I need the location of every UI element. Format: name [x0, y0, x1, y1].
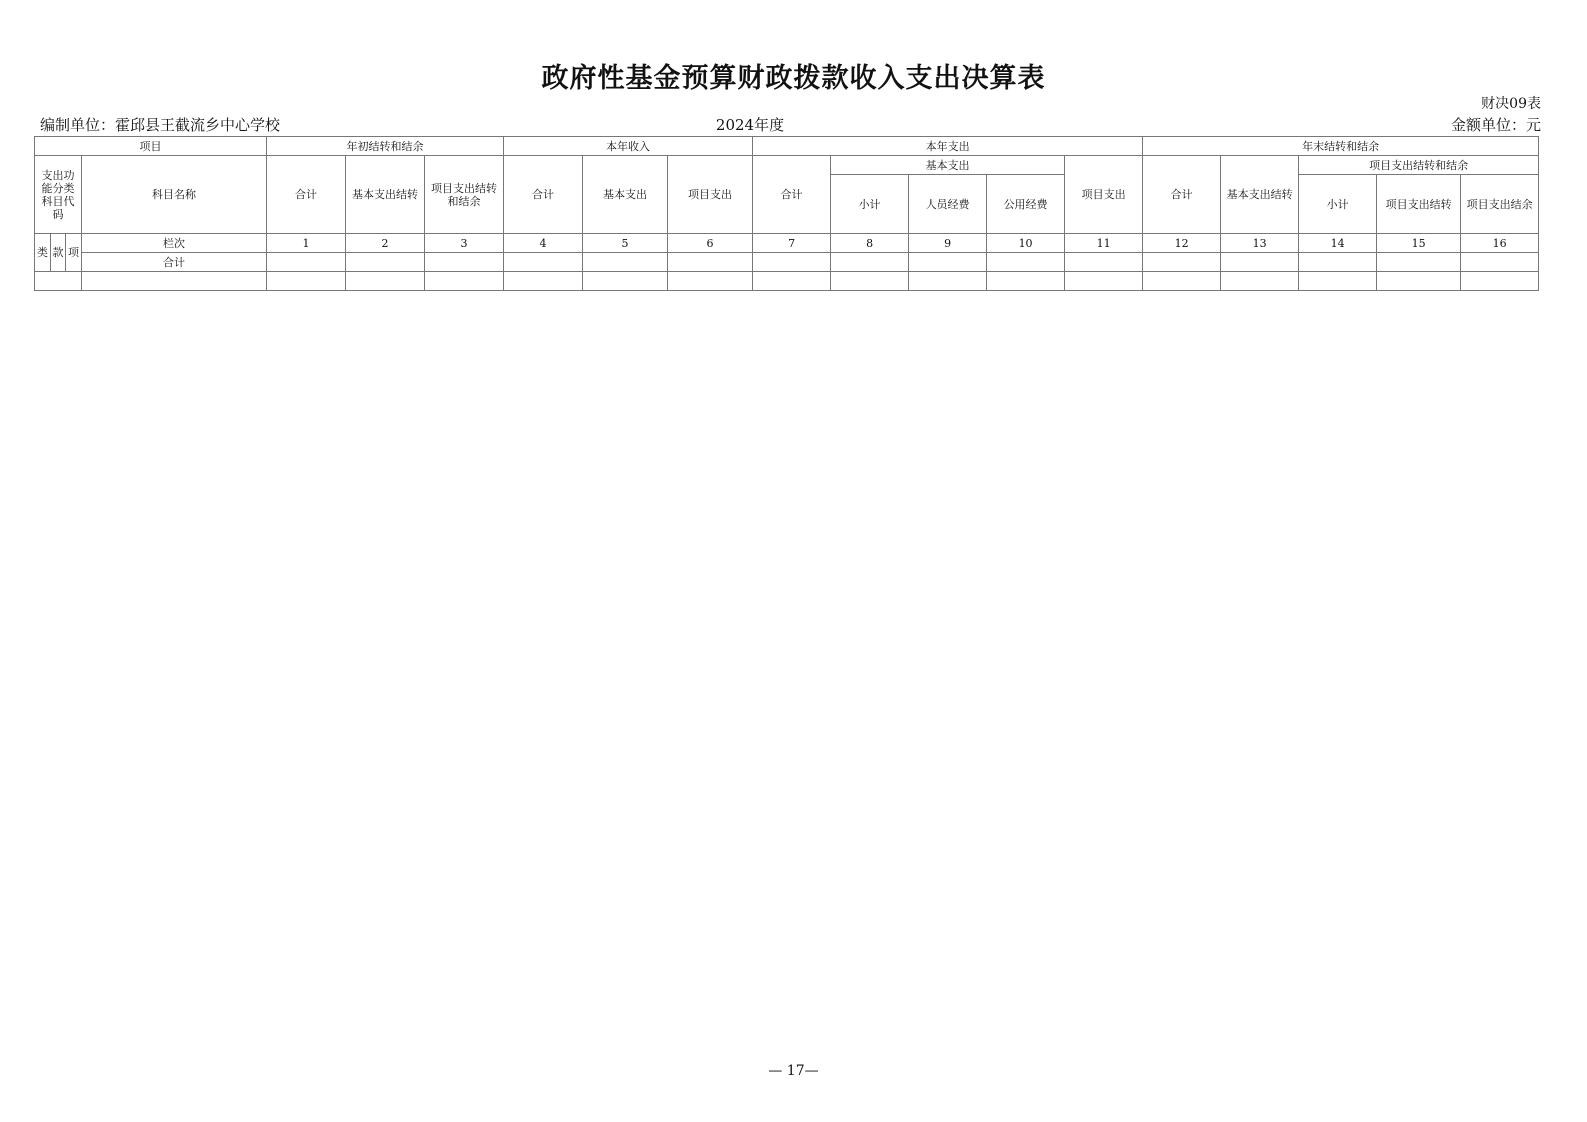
table-cell	[1299, 253, 1377, 272]
col-no: 4	[504, 234, 583, 253]
table-cell	[504, 253, 583, 272]
table-cell	[583, 253, 668, 272]
header-xiang: 项	[66, 234, 82, 272]
table-cell	[987, 253, 1065, 272]
table-cell	[1065, 272, 1143, 291]
col-no: 10	[987, 234, 1065, 253]
column-no-label: 栏次	[82, 234, 267, 253]
header-opening-project-carry-balance: 项目支出结转和结余	[425, 156, 504, 234]
table-cell	[346, 253, 425, 272]
col-no: 3	[425, 234, 504, 253]
col-no: 15	[1377, 234, 1461, 253]
page-number: — 17—	[768, 1063, 819, 1079]
compiling-unit: 编制单位：霍邱县王截流乡中心学校	[40, 116, 281, 134]
col-no: 9	[909, 234, 987, 253]
table-cell	[909, 253, 987, 272]
header-expenditure: 本年支出	[753, 137, 1143, 156]
header-closing-project-balance: 项目支出结余	[1461, 175, 1539, 234]
header-opening-total: 合计	[267, 156, 346, 234]
table-cell	[267, 272, 346, 291]
header-func-code: 支出功能分类科目代码	[35, 156, 82, 234]
table-cell	[504, 272, 583, 291]
header-income-project: 项目支出	[668, 156, 753, 234]
header-closing-total: 合计	[1143, 156, 1221, 234]
table-cell	[1377, 272, 1461, 291]
table-cell	[267, 253, 346, 272]
header-exp-total: 合计	[753, 156, 831, 234]
table-cell	[753, 253, 831, 272]
header-kuan: 款	[51, 234, 66, 272]
header-lei: 类	[35, 234, 51, 272]
col-no: 14	[1299, 234, 1377, 253]
row-total-label: 合计	[82, 253, 267, 272]
header-subject-name: 科目名称	[82, 156, 267, 234]
header-closing-project-carry: 项目支出结转	[1377, 175, 1461, 234]
page-title: 政府性基金预算财政拨款收入支出决算表	[541, 63, 1046, 94]
header-opening-balance: 年初结转和结余	[267, 137, 504, 156]
table-cell	[1461, 253, 1539, 272]
table-cell	[831, 253, 909, 272]
table-cell	[668, 272, 753, 291]
table-cell	[753, 272, 831, 291]
table-cell	[1143, 253, 1221, 272]
table-cell	[668, 253, 753, 272]
header-closing-balance: 年末结转和结余	[1143, 137, 1539, 156]
table-cell	[82, 272, 267, 291]
table-cell	[425, 272, 504, 291]
table-cell	[1143, 272, 1221, 291]
col-no: 11	[1065, 234, 1143, 253]
col-no: 16	[1461, 234, 1539, 253]
header-income-basic: 基本支出	[583, 156, 668, 234]
table-row-empty	[35, 272, 1539, 291]
table-cell	[909, 272, 987, 291]
header-exp-basic: 基本支出	[831, 156, 1065, 175]
table-cell	[1221, 272, 1299, 291]
col-no: 12	[1143, 234, 1221, 253]
header-exp-project: 项目支出	[1065, 156, 1143, 234]
header-exp-subtotal: 小计	[831, 175, 909, 234]
fiscal-year: 2024年度	[715, 116, 785, 134]
header-closing-subtotal: 小计	[1299, 175, 1377, 234]
table-cell	[1065, 253, 1143, 272]
header-item: 项目	[35, 137, 267, 156]
form-number: 财决09表	[1481, 96, 1541, 112]
amount-unit: 金额单位：元	[1450, 116, 1541, 134]
table-cell	[987, 272, 1065, 291]
table-cell	[1377, 253, 1461, 272]
header-exp-personnel: 人员经费	[909, 175, 987, 234]
col-no: 7	[753, 234, 831, 253]
col-no: 2	[346, 234, 425, 253]
table-cell	[425, 253, 504, 272]
col-no: 1	[267, 234, 346, 253]
table-cell	[346, 272, 425, 291]
table-cell	[1299, 272, 1377, 291]
col-no: 8	[831, 234, 909, 253]
budget-table	[34, 136, 1539, 291]
header-exp-public: 公用经费	[987, 175, 1065, 234]
col-no: 5	[583, 234, 668, 253]
col-no: 6	[668, 234, 753, 253]
header-opening-basic-carry: 基本支出结转	[346, 156, 425, 234]
col-no: 13	[1221, 234, 1299, 253]
header-income-total: 合计	[504, 156, 583, 234]
table-cell	[35, 272, 82, 291]
header-income: 本年收入	[504, 137, 753, 156]
header-closing-project-carry-balance: 项目支出结转和结余	[1299, 156, 1539, 175]
table-cell	[1221, 253, 1299, 272]
table-cell	[583, 272, 668, 291]
table-cell	[1461, 272, 1539, 291]
header-closing-basic-carry: 基本支出结转	[1221, 156, 1299, 234]
table-cell	[831, 272, 909, 291]
table-row-total	[35, 253, 1539, 272]
